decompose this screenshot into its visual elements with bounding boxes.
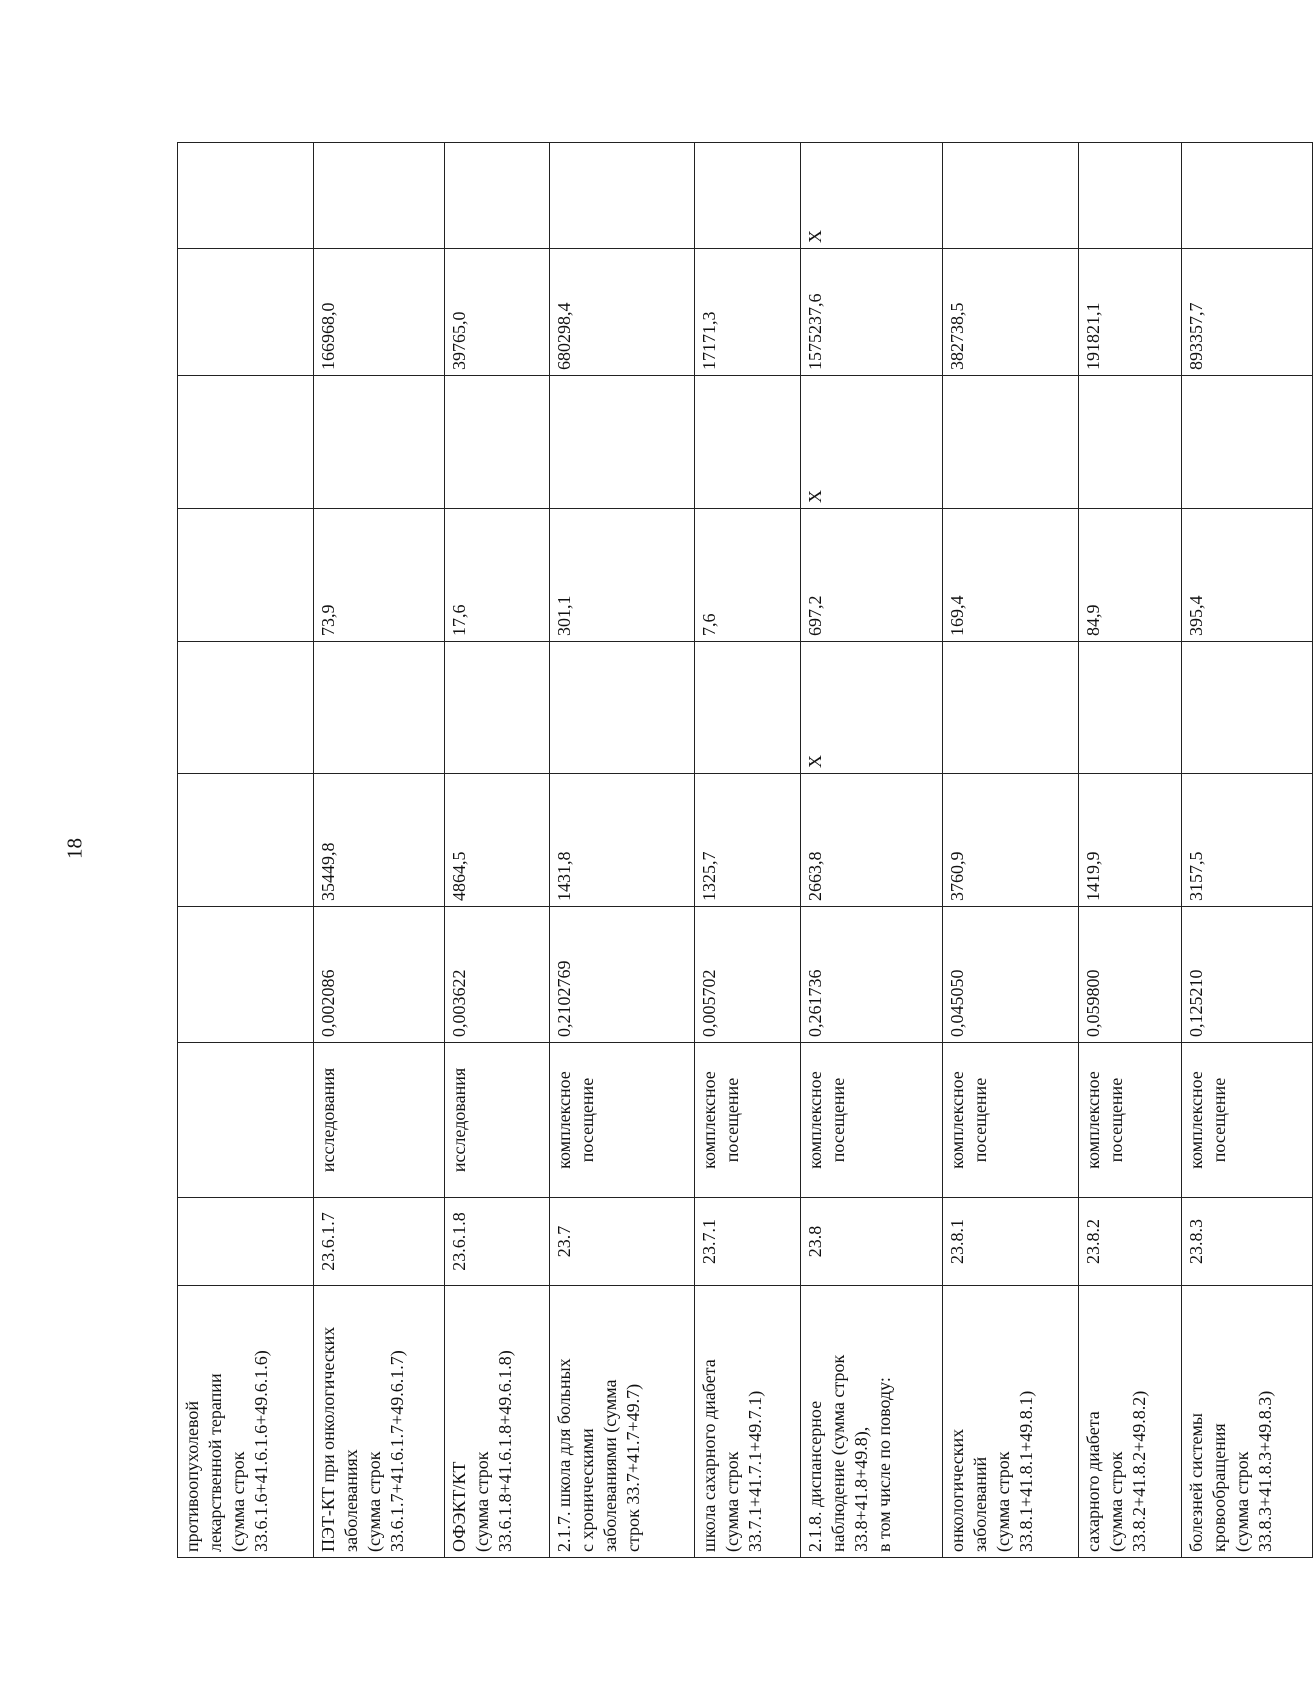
value-cell-c4: 697,2	[800, 509, 943, 642]
row-name-line: (сумма строк	[1106, 1451, 1127, 1552]
row-unit-cell: комплексное посещение	[1182, 1043, 1313, 1198]
row-unit-cell: комплексное посещение	[1079, 1043, 1182, 1198]
value-cell-c5	[314, 376, 445, 509]
value-cell-c2: 2663,8	[800, 774, 943, 907]
value-cell-c5: X	[800, 376, 943, 509]
table-row	[314, 143, 445, 1558]
table-row	[943, 143, 1079, 1558]
table-row	[695, 143, 800, 1558]
value-cell-c1: 0,045050	[943, 907, 1079, 1043]
page-number: 18	[62, 838, 87, 859]
row-name-line: ОФЭКТ/КТ	[449, 1461, 470, 1552]
row-name-line: сахарного диабета	[1083, 1411, 1104, 1552]
row-unit-cell: комплексное посещение	[695, 1043, 800, 1198]
value-cell-c2: 3157,5	[1182, 774, 1313, 907]
value-cell-c5	[445, 376, 550, 509]
value-cell-c5	[695, 376, 800, 509]
value-cell-c4: 301,1	[550, 509, 695, 642]
row-code-cell	[178, 1198, 314, 1286]
row-code-cell: 23.7	[550, 1198, 695, 1286]
value-cell-c4: 73,9	[314, 509, 445, 642]
value-cell-c2: 4864,5	[445, 774, 550, 907]
row-name-line: 33.6.1.6+41.6.1.6+49.6.1.6)	[251, 1350, 271, 1552]
value-cell-c6: 1575237,6	[800, 249, 943, 376]
row-name-line: (сумма строк	[228, 1451, 248, 1552]
row-name-line: заболеваниях	[341, 1449, 362, 1552]
row-name-line: 33.7.1+41.7.1+49.7.1)	[745, 1390, 766, 1552]
value-cell-c2	[178, 774, 314, 907]
value-cell-c6: 166968,0	[314, 249, 445, 376]
row-name-line: (сумма строк	[993, 1451, 1014, 1552]
table-row	[1079, 143, 1182, 1558]
value-cell-c5	[1079, 376, 1182, 509]
value-cell-c6: 382738,5	[943, 249, 1079, 376]
value-cell-c2: 35449,8	[314, 774, 445, 907]
value-cell-c6: 191821,1	[1079, 249, 1182, 376]
value-cell-c5	[943, 376, 1079, 509]
row-unit-cell: исследования	[314, 1043, 445, 1198]
row-name-line: 33.8.3+41.8.3+49.8.3)	[1255, 1390, 1275, 1552]
row-unit-cell: комплексное посещение	[943, 1043, 1079, 1198]
value-cell-c1: 0,261736	[800, 907, 943, 1043]
value-cell-c4: 17,6	[445, 509, 550, 642]
row-code-cell: 23.7.1	[695, 1198, 800, 1286]
row-name-line: 33.8+41.8+49.8),	[850, 1426, 871, 1552]
value-cell-c3	[1079, 642, 1182, 774]
row-unit-cell	[178, 1043, 314, 1198]
row-name-line: в том числе по поводу:	[873, 1377, 894, 1552]
value-cell-c7	[445, 143, 550, 249]
table-row	[800, 143, 943, 1558]
row-unit-cell: комплексное посещение	[800, 1043, 943, 1198]
row-name-line: строк 33.7+41.7+49.7)	[623, 1383, 644, 1552]
value-cell-c3	[178, 642, 314, 774]
row-name-line: противоопухолевой	[182, 1401, 202, 1552]
value-cell-c2: 1431,8	[550, 774, 695, 907]
row-code-cell: 23.8.3	[1182, 1198, 1313, 1286]
value-cell-c3	[943, 642, 1079, 774]
value-cell-c1: 0,002086	[314, 907, 445, 1043]
row-name-line: 33.6.1.8+41.6.1.8+49.6.1.8)	[495, 1350, 516, 1552]
value-cell-c2: 1325,7	[695, 774, 800, 907]
row-name-line: заболеваниями (сумма	[600, 1379, 621, 1552]
row-name-line: (сумма строк	[364, 1451, 385, 1552]
row-unit-cell: комплексное посещение	[550, 1043, 695, 1198]
value-cell-c3	[445, 642, 550, 774]
value-cell-c5	[550, 376, 695, 509]
row-code-cell: 23.8.1	[943, 1198, 1079, 1286]
row-name-cell	[695, 1286, 800, 1558]
row-name-line: болезней системы	[1186, 1413, 1206, 1552]
row-name-line: 2.1.8. диспансерное	[804, 1400, 825, 1552]
row-name-line: лекарственной терапии	[205, 1373, 225, 1552]
table-row	[550, 143, 695, 1558]
row-code-cell: 23.8	[800, 1198, 943, 1286]
table-row	[1182, 143, 1313, 1558]
value-cell-c1: 0,059800	[1079, 907, 1182, 1043]
financing-table	[177, 142, 1313, 1558]
row-name-cell	[314, 1286, 445, 1558]
value-cell-c5	[178, 376, 314, 509]
row-code-cell: 23.8.2	[1079, 1198, 1182, 1286]
row-unit-cell: исследования	[445, 1043, 550, 1198]
row-name-cell	[1079, 1286, 1182, 1558]
value-cell-c3: X	[800, 642, 943, 774]
value-cell-c4: 395,4	[1182, 509, 1313, 642]
value-cell-c1: 0,003622	[445, 907, 550, 1043]
value-cell-c1: 0,2102769	[550, 907, 695, 1043]
value-cell-c6: 39765,0	[445, 249, 550, 376]
row-name-line: онкологических	[947, 1428, 968, 1552]
row-name-cell	[1182, 1286, 1313, 1558]
value-cell-c7	[943, 143, 1079, 249]
row-code-cell: 23.6.1.7	[314, 1198, 445, 1286]
row-name-line: ПЭТ-КТ при онкологических	[318, 1326, 339, 1552]
table-container	[177, 143, 1313, 1558]
row-name-line: 33.8.1+41.8.1+49.8.1)	[1016, 1390, 1037, 1552]
row-name-line: наблюдение (сумма строк	[827, 1354, 848, 1552]
value-cell-c7	[1182, 143, 1313, 249]
row-code-cell: 23.6.1.8	[445, 1198, 550, 1286]
row-name-line: 2.1.7. школа для больных	[554, 1358, 575, 1552]
row-name-line: кровообращения	[1209, 1423, 1229, 1552]
row-name-line: заболеваний	[970, 1456, 991, 1552]
table-row	[178, 143, 314, 1558]
row-name-line: (сумма строк	[1232, 1451, 1252, 1552]
row-name-cell	[445, 1286, 550, 1558]
row-name-line: 33.6.1.7+41.6.1.7+49.6.1.7)	[387, 1350, 408, 1552]
value-cell-c2: 3760,9	[943, 774, 1079, 907]
value-cell-c6: 893357,7	[1182, 249, 1313, 376]
value-cell-c3	[550, 642, 695, 774]
value-cell-c4: 84,9	[1079, 509, 1182, 642]
row-name-cell	[800, 1286, 943, 1558]
table-row	[445, 143, 550, 1558]
value-cell-c7	[178, 143, 314, 249]
value-cell-c1: 0,005702	[695, 907, 800, 1043]
value-cell-c6	[178, 249, 314, 376]
value-cell-c7	[550, 143, 695, 249]
value-cell-c4	[178, 509, 314, 642]
value-cell-c4: 7,6	[695, 509, 800, 642]
value-cell-c3	[695, 642, 800, 774]
row-name-cell	[178, 1286, 314, 1558]
row-name-line: 33.8.2+41.8.2+49.8.2)	[1129, 1390, 1150, 1552]
row-name-cell	[550, 1286, 695, 1558]
value-cell-c1: 0,125210	[1182, 907, 1313, 1043]
value-cell-c6: 680298,4	[550, 249, 695, 376]
value-cell-c7: X	[800, 143, 943, 249]
value-cell-c2: 1419,9	[1079, 774, 1182, 907]
row-name-cell	[943, 1286, 1079, 1558]
value-cell-c7	[314, 143, 445, 249]
value-cell-c7	[1079, 143, 1182, 249]
row-name-line: (сумма строк	[722, 1451, 743, 1552]
value-cell-c3	[314, 642, 445, 774]
row-name-line: (сумма строк	[472, 1451, 493, 1552]
value-cell-c3	[1182, 642, 1313, 774]
value-cell-c1	[178, 907, 314, 1043]
value-cell-c6: 17171,3	[695, 249, 800, 376]
value-cell-c4: 169,4	[943, 509, 1079, 642]
value-cell-c5	[1182, 376, 1313, 509]
row-name-line: школа сахарного диабета	[699, 1359, 720, 1552]
row-name-line: с хроническими	[577, 1428, 598, 1552]
value-cell-c7	[695, 143, 800, 249]
